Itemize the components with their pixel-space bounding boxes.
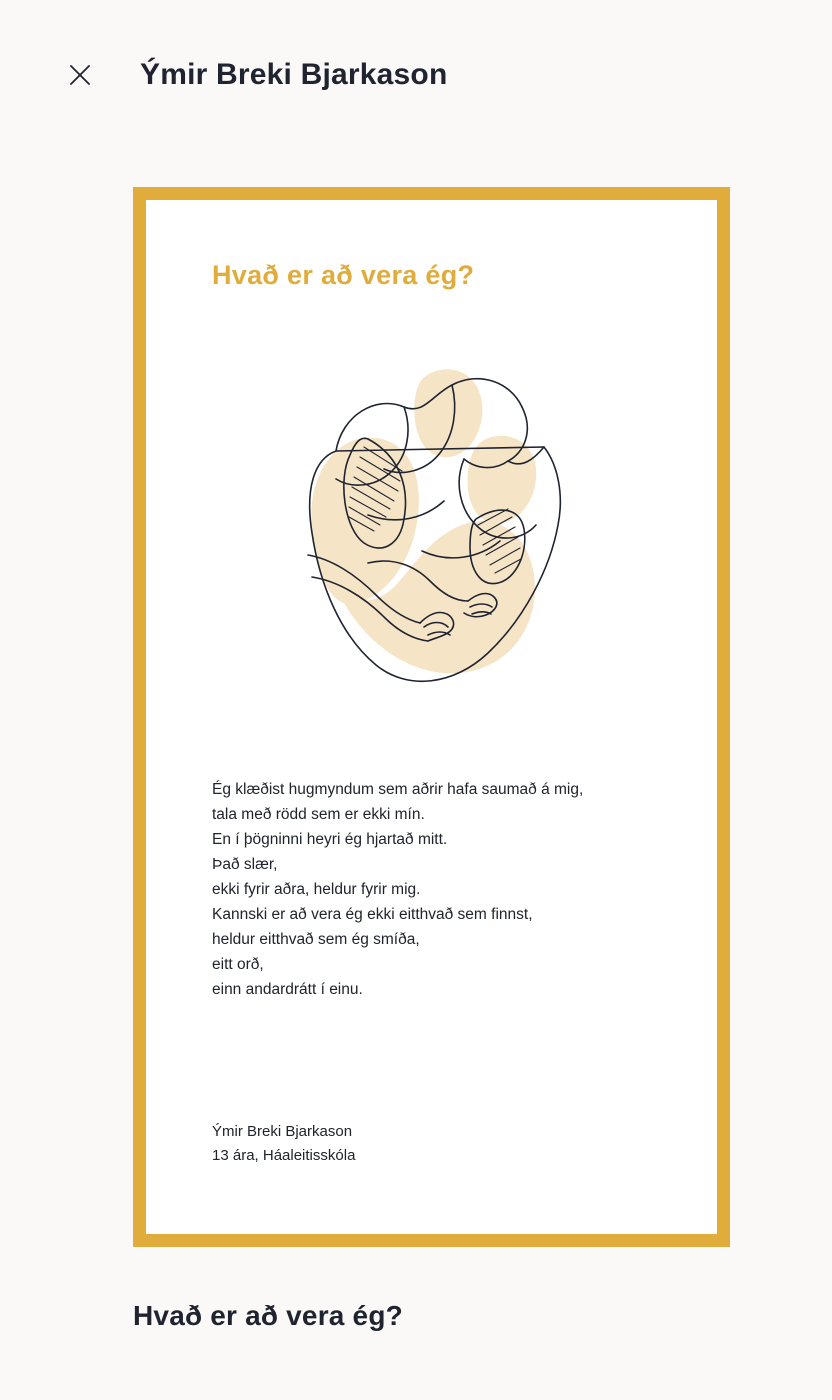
poem-line: Ég klæðist hugmyndum sem aðrir hafa saumað á mig,	[212, 781, 584, 798]
poem-line: eitt orð,	[212, 956, 264, 973]
footer-caption: Hvað er að vera ég?	[133, 1300, 403, 1331]
author-attribution	[212, 1120, 355, 1168]
author-name: Ýmir Breki Bjarkason	[212, 1123, 353, 1140]
poem-line: Það slær,	[212, 856, 278, 873]
author-detail: 13 ára, Háaleitisskóla	[212, 1147, 356, 1164]
poem-line: Kannski er að vera ég ekki eitthvað sem finnst,	[212, 906, 533, 923]
poem-line: En í þögninni heyri ég hjartað mitt.	[212, 831, 448, 848]
poem-text	[212, 777, 651, 1002]
close-icon	[67, 62, 93, 88]
close-button[interactable]	[58, 53, 102, 97]
heart-with-arms-illustration	[212, 309, 651, 729]
poem-line: heldur eitthvað sem ég smíða,	[212, 931, 420, 948]
poem-card-inner	[146, 200, 717, 1234]
poem-card	[133, 187, 730, 1247]
page-title: Ýmir Breki Bjarkason	[140, 58, 448, 91]
poem-line: tala með rödd sem er ekki mín.	[212, 806, 425, 823]
poem-title: Hvað er að vera ég?	[212, 260, 475, 290]
page-header	[0, 0, 832, 150]
poem-line: einn andardrátt í einu.	[212, 981, 363, 998]
poem-line: ekki fyrir aðra, heldur fyrir mig.	[212, 881, 421, 898]
